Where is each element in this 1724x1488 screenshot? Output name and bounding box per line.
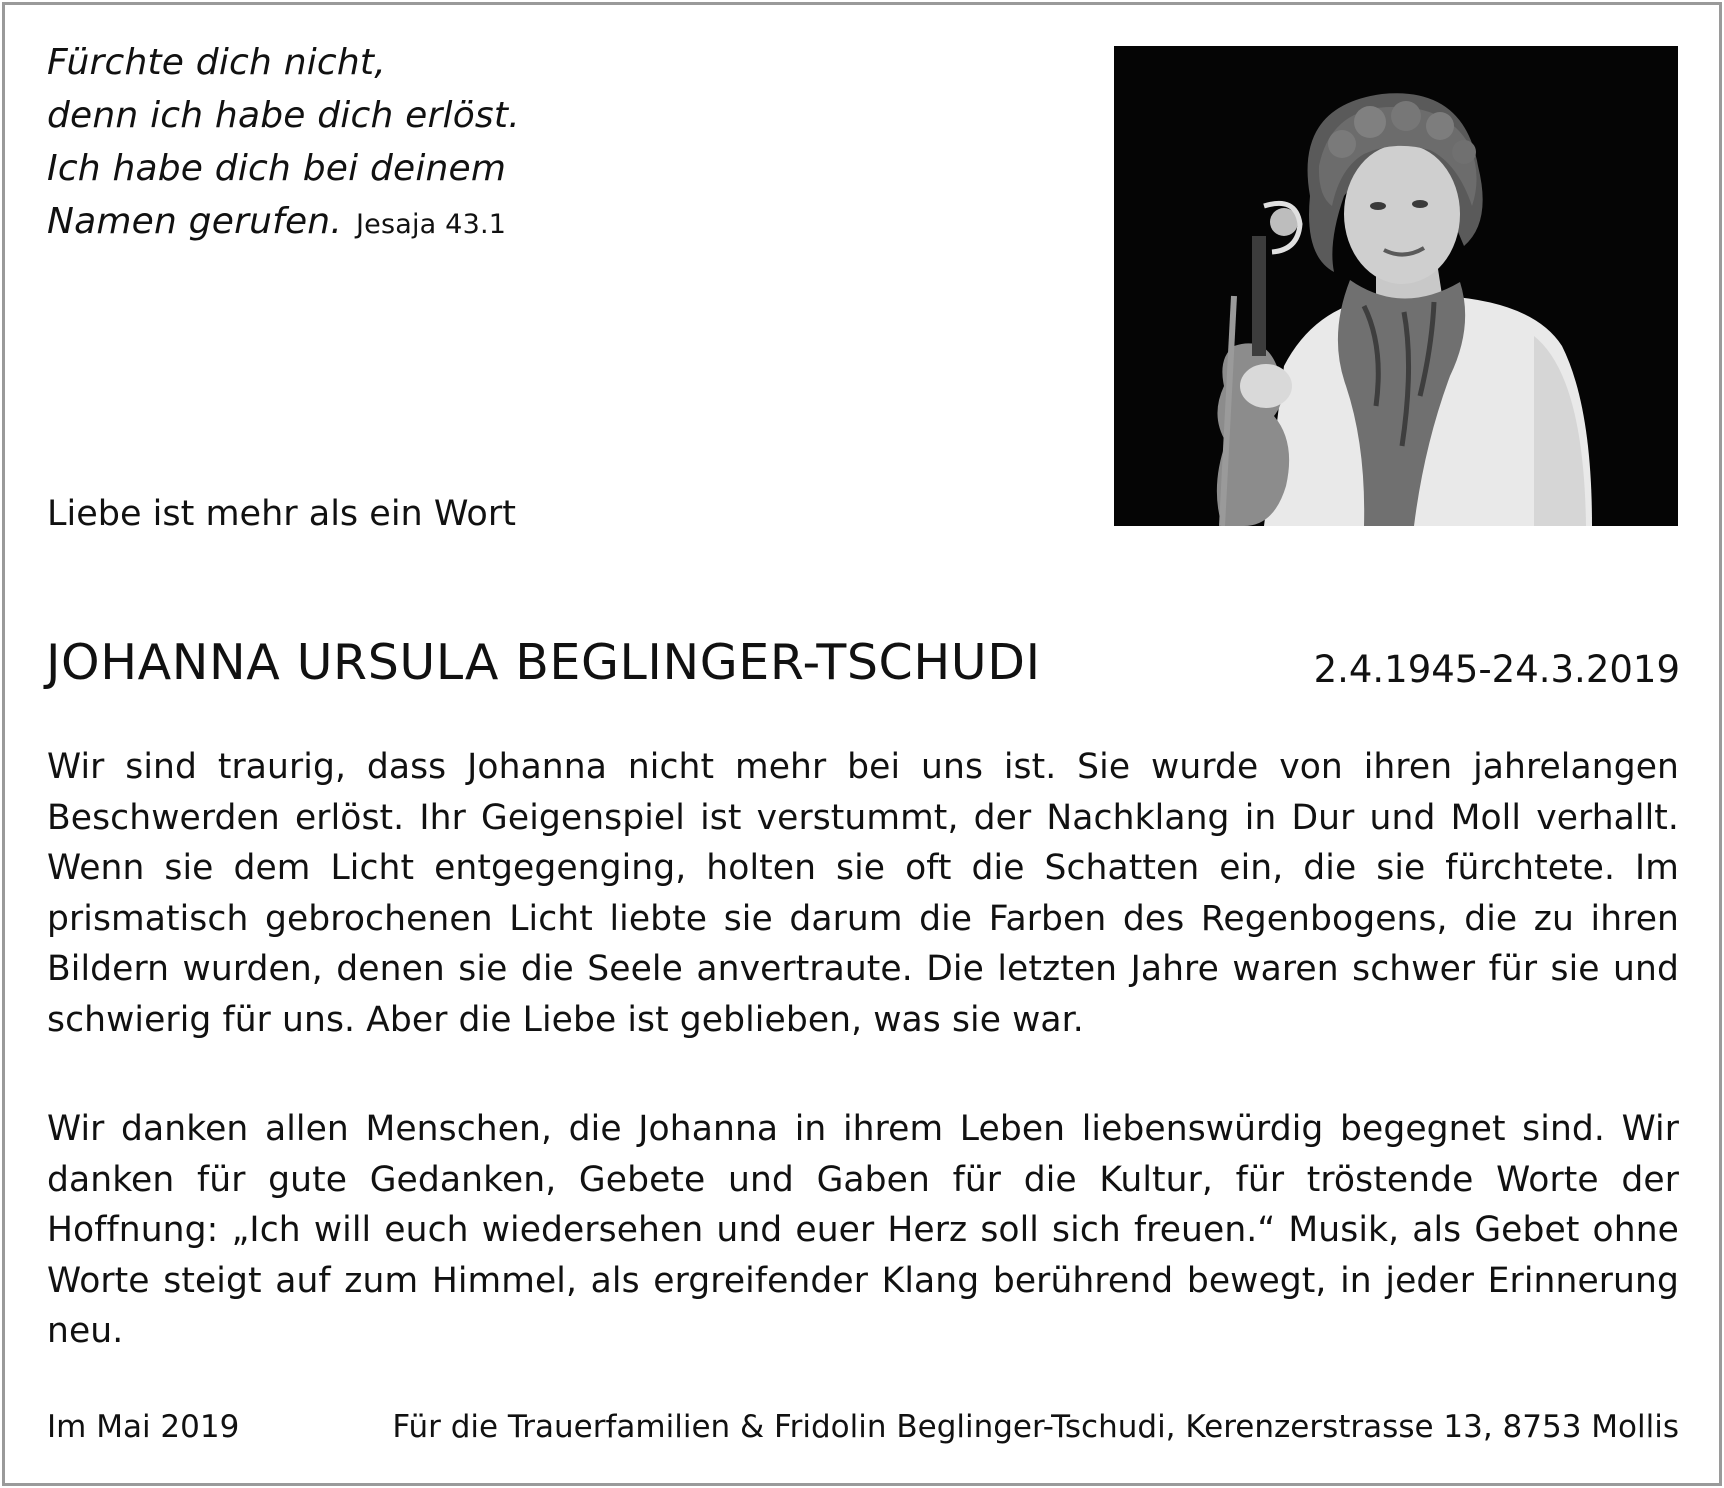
verse-line: Ich habe dich bei deinem [47,148,507,189]
portrait-photo [1114,46,1678,526]
footer-sender: Für die Trauerfamilien & Fridolin Beglinger-Tschudi, Kerenzerstrasse 13, 8753 Mollis [392,1409,1679,1445]
thanks-paragraph: Wir danken allen Menschen, die Johanna in ihrem Leben liebenswürdig begegnet sind. Wir danken für gute Gedanken, Gebete und Gaben für die Kultur, für tröstende Worte der Hoffnung: „Ich will euch wiedersehen und euer Herz soll sich freuen.“ Musik, als Gebet ohne Worte steigt auf zum Himmel, als ergreifender Klang berührend bewegt, in jeder Erinnerung neu. [47,1109,1679,1351]
verse-line-text: Namen gerufen. [47,201,342,242]
portrait-photo-woman-with-violin [1114,46,1678,526]
motto-text: Liebe ist mehr als ein Wort [47,494,516,534]
verse-line: Fürchte dich nicht, [47,42,386,83]
mourning-paragraph: Wir sind traurig, dass Johanna nicht mehr bei uns ist. Sie wurde von ihren jahrelangen Beschwerden erlöst. Ihr Geigenspiel ist verstummt, der Nachklang in Dur und Moll verhallt. Wenn sie dem Licht entgegenging, holten sie oft die Schatten ein, die sie fürchtete. Im prismatisch gebrochenen Licht liebte sie darum die Farben des Regenbogens, die zu ihren Bildern wurden, denen sie die Seele anvertraute. Die letzten Jahre waren schwer für sie und schwierig für uns. Aber die Liebe ist geblieben, was sie war. [47,747,1679,1040]
deceased-heading [46,634,1680,691]
life-dates: 2.4.1945-24.3.2019 [1313,648,1680,691]
deceased-name: JOHANNA URSULA BEGLINGER-TSCHUDI [46,634,1041,691]
verse-line-last [47,195,520,251]
bible-verse [47,36,520,251]
footer-date: Im Mai 2019 [47,1409,240,1445]
verse-line: denn ich habe dich erlöst. [47,95,520,136]
verse-reference: Jesaja 43.1 [355,209,507,240]
